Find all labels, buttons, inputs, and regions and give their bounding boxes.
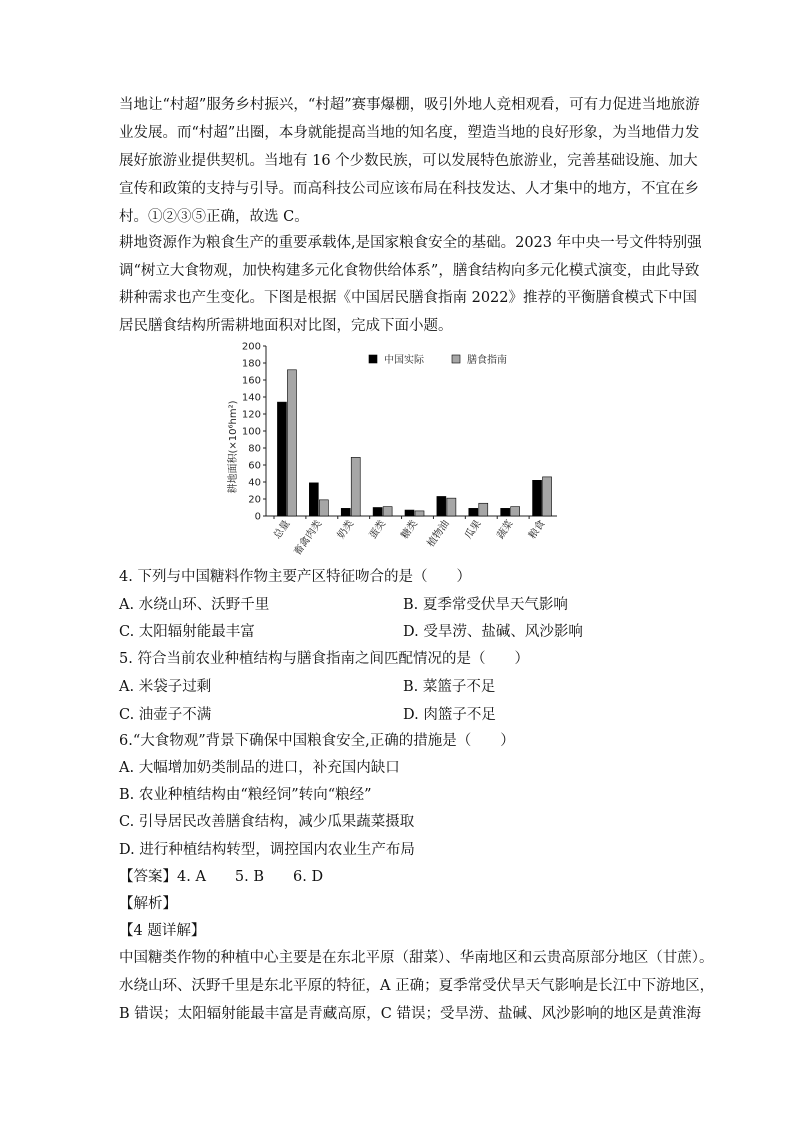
chart-y-label: 耕地面积(×10⁶hm²) [228,400,239,494]
paragraph1-line: 宣传和政策的支持与引导。而高科技公司应该布局在科技发达、人才集中的地方，不宜在乡 [119,181,699,197]
q6-option-c: C. 引导居民改善膳食结构，减少瓜果蔬菜摄取 [119,814,415,830]
paragraph2-line: 居民膳食结构所需耕地面积对比图，完成下面小题。 [119,318,453,334]
bar-guideline [351,457,360,516]
q4-option-c: C. 太阳辐射能最丰富 [119,624,255,640]
bar-guideline [383,507,392,516]
y-tick-label: 100 [241,426,261,438]
paragraph2-line: 耕地资源作为粮食生产的重要承载体,是国家粮食安全的基础。2023 年中央一号文件特别强 [119,235,702,251]
legend-swatch [369,355,377,363]
bar-actual [469,508,478,516]
bar-guideline [543,477,552,516]
y-tick-label: 120 [241,409,261,421]
chart-x-ticks [270,516,547,555]
analysis-heading: 【解析】 [119,896,177,912]
q5-option-a: A. 米袋子过剩 [119,679,212,695]
paragraph1-line: 业发展。而“村超”出圈，本身就能提高当地的知名度，塑造当地的良好形象，为当地借力发 [119,125,700,141]
chart-legend [369,353,507,366]
y-tick-label: 140 [241,392,261,404]
y-tick-label: 180 [241,358,261,370]
paragraph1-line: 村。①②③⑤正确，故选 C。 [119,209,309,225]
q4-option-d: D. 受旱涝、盐碱、风沙影响 [403,624,583,640]
bar-actual [533,480,542,516]
x-tick-label: 粮食 [527,518,548,542]
bar-actual [309,483,318,516]
bar-actual [341,508,350,516]
q5-option-d: D. 肉篮子不足 [403,707,496,723]
q6-stem: 6.“大食物观”背景下确保中国粮食安全,正确的措施是（ ） [119,733,515,749]
x-tick-label: 蔬菜 [495,518,516,542]
chart-bars [277,370,551,516]
chart-y-ticks [242,342,266,523]
x-tick-label: 蛋类 [367,518,389,542]
x-tick-label: 瓜果 [463,518,484,542]
bar-guideline [479,503,488,516]
q6-option-d: D. 进行种植结构转型，调控国内农业生产布局 [119,842,415,858]
detail-heading: 【4 题详解】 [119,923,206,939]
y-tick-label: 200 [241,341,261,353]
y-tick-label: 20 [248,494,261,506]
bar-actual [437,496,446,516]
bar-guideline [415,511,424,516]
bar-guideline [287,370,296,516]
q5-option-b: B. 菜篮子不足 [403,679,496,695]
q4-stem: 4. 下列与中国糖料作物主要产区特征吻合的是（ ） [119,569,471,585]
y-tick-label: 80 [248,443,261,455]
y-tick-label: 0 [254,511,261,523]
bar-actual [501,508,510,516]
detail-line: 中国糖类作物的种植中心主要是在东北平原（甜菜）、华南地区和云贵高原部分地区（甘蔗）。 [119,950,714,966]
q5-option-c: C. 油壶子不满 [119,707,212,723]
bar-guideline [511,507,520,516]
q5-stem: 5. 符合当前农业种植结构与膳食指南之间匹配情况的是（ ） [119,651,529,667]
bar-chart [222,335,567,555]
legend-swatch [452,355,460,363]
y-tick-label: 40 [248,477,261,489]
q6-option-b: B. 农业种植结构由“粮经饲”转向“粮经” [119,787,372,803]
bar-actual [405,510,414,516]
bar-actual [373,508,382,517]
q6-option-a: A. 大幅增加奶类制品的进口，补充国内缺口 [119,760,400,776]
legend-label: 膳食指南 [467,355,507,366]
q4-option-b: B. 夏季常受伏旱天气影响 [403,597,568,613]
y-tick-label: 160 [241,375,261,387]
bar-guideline [447,498,456,516]
paragraph1-line: 当地让“村超”服务乡村振兴，“村超”赛事爆棚，吸引外地人竞相观看，可有力促进当地旅游 [119,97,700,113]
paragraph2-line: 调“树立大食物观，加快构建多元化食物供给体系”，膳食结构向多元化模式演变，由此导致 [119,263,700,279]
detail-line: 水绕山环、沃野千里是东北平原的特征，A 正确；夏季常受伏旱天气影响是长江中下游地区， [119,978,715,994]
bar-chart-svg [222,335,567,555]
x-tick-label: 奶类 [335,518,357,542]
bar-guideline [319,500,328,516]
legend-label: 中国实际 [384,355,424,366]
x-tick-label: 总量 [271,518,293,542]
paragraph1-line: 展好旅游业提供契机。当地有 16 个少数民族，可以发展特色旅游业，完善基础设施、加大 [119,153,698,169]
paragraph2-line: 耕种需求也产生变化。下图是根据《中国居民膳食指南 2022》推荐的平衡膳食模式下中国 [119,290,698,306]
y-tick-label: 60 [248,460,261,472]
detail-line: B 错误；太阳辐射能最丰富是青藏高原，C 错误；受旱涝、盐碱、风沙影响的地区是黄淮海 [119,1006,701,1022]
x-tick-label: 畜禽肉类 [292,518,325,555]
x-tick-label: 植物油 [425,518,452,550]
answer-line: 【答案】4. A 5. B 6. D [119,869,324,885]
q4-option-a: A. 水绕山环、沃野千里 [119,597,270,613]
x-tick-label: 糖类 [399,518,420,542]
bar-actual [277,402,286,516]
